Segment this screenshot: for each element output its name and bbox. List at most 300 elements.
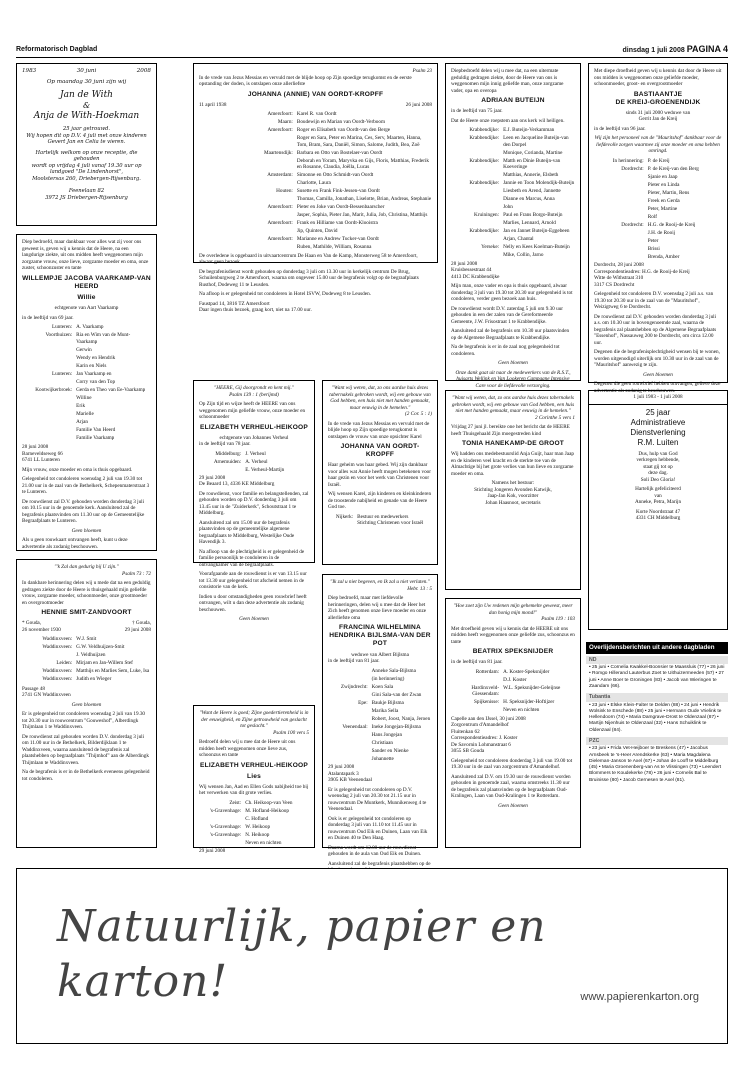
relative-name: Hans Jongejan <box>371 731 403 738</box>
relative-place: Amsterdam: <box>267 172 293 179</box>
relative-name: Matthijs en Marlies Sem, Luke, Isa <box>76 668 150 675</box>
relative-name: Pieter en Linda <box>647 181 680 188</box>
relative-place: Leiden: <box>56 660 73 667</box>
relative-name: Ruben, Mathilde, William, Rosanna <box>296 244 372 251</box>
relative-place: Krabbendijke: <box>469 157 500 164</box>
relative-name: Deborah en Yoram, Maryvka en Gijs, Floris, Matthias, Frederik en Rosanne, Claudia, Joëlla, Lucas <box>296 157 429 171</box>
relative-name: Ineke Jongejan-Bijlsma <box>371 723 421 730</box>
ad-url: www.papierenkarton.org <box>580 991 699 1004</box>
obituary-verheul-1 <box>193 380 315 623</box>
relative-name: Familie Van Heerd <box>76 426 116 433</box>
relative-row <box>328 692 432 699</box>
page-info <box>622 44 728 56</box>
anniversary-intro: Op maandag 30 juni zijn wij <box>46 78 127 85</box>
relative-row <box>22 332 151 345</box>
obituary-vaarkamp <box>16 234 157 551</box>
relative-row <box>199 158 432 171</box>
ad-slogan: Natuurlijk, papier en karton! <box>57 901 547 1007</box>
years-married: 25 jaar getrouwd. <box>62 126 110 133</box>
relative-place <box>199 840 245 847</box>
relative-place: Voorthuizen: <box>45 332 73 339</box>
relative-row <box>199 816 309 823</box>
relative-row <box>199 135 432 148</box>
intro: In de vrede van Jezus Messias en vervuld met de blijde hoop op Zijn spoedige terugkomst is ontslapen de vrouw van onze opsichter Karel <box>328 420 430 440</box>
relative-row <box>199 824 309 831</box>
relative-place <box>451 188 503 195</box>
body-2: De rouwdienst wordt D.V. zaterdag 5 juli om 9.30 uur gehouden in een der zalen van de Gereformeerde Gemeente, J.W. Frisostraat 1 te Krabbendijke. <box>451 305 563 325</box>
body-4: Voorafgaande aan de rouwdienst is er van 13.15 uur tot 13.30 uur gelegenheid tot afscheid nemen in de consistorie van de kerk. <box>199 571 307 591</box>
body-2: De rouwdienst zal gehouden worden D.V. donderdag 3 juli om 11.00 uur in de Bethelkerk, Bilderdijklaan 1 te Waddinxveen, waarna aansluitend de begrafenis zal plaatshebben op begraafplaats "Thijmhof" aan de Alberdingk Thijmlaan te Waddinxveen. <box>22 733 149 766</box>
spouse: weduwe van Albert Bijlsma <box>351 651 409 658</box>
relative-name: Koen Sala <box>371 683 394 690</box>
relative-name: W.J. Smit <box>76 636 97 643</box>
sig-2: Jaap-Jan Kok, voorzitter <box>487 493 539 500</box>
address-3: 3317 CS Dordrecht <box>594 281 635 288</box>
obituary-de-kreij <box>588 63 728 394</box>
relative-name: Ch. Heikoop-van Veen <box>245 799 293 806</box>
relative-place: Veenendaal: <box>342 723 368 730</box>
birth-death-dates <box>22 627 151 634</box>
relative-place <box>451 196 503 203</box>
relative-place: Zeist: <box>229 799 242 806</box>
relative-row <box>328 676 432 683</box>
relative-row <box>22 660 151 667</box>
dates <box>199 102 432 109</box>
address-6: 3055 SB Gouda <box>451 748 485 755</box>
deceased-name-2: DE KREIJ-GROENENDIJK <box>615 98 701 106</box>
relative-place <box>451 252 503 259</box>
relative-name: Erik <box>76 402 86 409</box>
relative-place <box>22 427 76 434</box>
address-1: Kruisbessestraat 44 <box>451 267 492 274</box>
verse: "Want wij weten, dat, zo ons aardse huis dezes tabernakels gebroken wordt, wij een gebouw van God hebben, een huis niet met handen gemaakt, maar eeuwig in de hemelen." <box>451 395 575 414</box>
body-2: Wij wensen Karel, zijn kinderen en kleinkinderen de troostende nabijheid en genade van de Heere God toe. <box>328 491 432 511</box>
signature <box>328 514 432 527</box>
relative-row <box>594 214 722 221</box>
age: in de leeftijd van 75 jaar. <box>451 108 503 115</box>
relative-name: Anneke Sala-Bijlsma <box>371 667 416 674</box>
intro: In dankbare herinnering delen wij u mede dat na een geduldig gedragen ziekte door de Heere is thuisgehaald mijn geliefde vrouw, zorgzame moeder, schoonmoeder, onze grootmoeder en overgrootmoeder <box>22 580 151 606</box>
relative-row <box>594 222 722 229</box>
relative-name: Arjan <box>76 418 88 425</box>
relative-name: A. Koster-Speksnijder <box>503 668 550 675</box>
date: 29 juni 2008 <box>199 847 226 854</box>
age: in de leeftijd van 81 jaar. <box>328 658 380 665</box>
relative-row <box>22 371 151 378</box>
relative-row <box>199 459 309 466</box>
body-2: Ook is er gelegenheid tot condoleren op donderdag 3 juli van 11.10 tot 11.45 uur in rouwcentrum Oud Eik en Duinen, Laan van Eik en Duinen 40 te Den Haag. <box>328 815 428 842</box>
relative-name: Pieter en Joke van Oordt-Bessenbaarscher <box>296 204 385 211</box>
relative-name: Jan en Jannet Buteijn-Eggebeen <box>503 228 570 235</box>
relative-place <box>451 220 503 227</box>
body-1: Mijn man, onze vader en opa is thuis opgebaard, alwaar donderdag 3 juli van 19.30 tot 20.30 uur gelegenheid is tot condoleren, verder geen bezoek aan huis. <box>451 283 573 303</box>
body-4: Aansluitend zal de begrafenis plaatshebben op de <box>328 860 431 867</box>
relative-row <box>199 236 432 243</box>
relative-row <box>22 435 151 442</box>
relative-name: W.L. Speksnijder-Geleijnse <box>503 684 561 691</box>
relative-row <box>451 172 575 179</box>
relative-place: Yerseke: <box>481 244 500 251</box>
born-label: * Gouda, <box>22 620 42 627</box>
relative-place <box>22 395 76 402</box>
text-4: deze dag. <box>648 470 668 476</box>
relative-place: Lunteren: <box>52 324 73 331</box>
relative-place <box>594 238 648 245</box>
text-6: Moolstersas 260, Driebergen-Rijsenburg. <box>32 175 141 182</box>
relative-place <box>22 435 76 442</box>
place: Nijkerk: <box>335 513 354 520</box>
year-start: 1983 <box>22 68 37 74</box>
relative-name: Thomas, Camilla, Jonathan, Liselotte, Brian, Andreas, Stephanie <box>296 196 432 203</box>
relative-row <box>22 676 151 683</box>
relatives-list <box>22 636 151 683</box>
name-2: Anja de With-Hoekman <box>33 111 140 122</box>
relative-place <box>328 732 372 739</box>
section-tubantia: Tubantia <box>586 693 728 702</box>
date: 28 juni 2008 <box>22 444 49 451</box>
relative-row <box>594 254 722 261</box>
gratitude: Wij zijn het personeel van de "Mauritshof" dankbaar voor de liefdevolle zorgen waarmee zij onze moeder en oma hebben omringd. <box>594 135 722 155</box>
spouse: Gerrit Jan de Kreij <box>638 116 678 123</box>
address-1: Feenelaan 82 <box>68 188 105 195</box>
text-6: Hartelijk gefeliciteerd <box>635 486 681 492</box>
relative-row <box>328 716 432 723</box>
relative-row <box>22 379 151 386</box>
relative-row <box>328 708 432 715</box>
relative-place <box>199 228 297 235</box>
line-2: Administratieve <box>630 417 686 427</box>
relative-place: Houten: <box>276 188 293 195</box>
relatives-list <box>199 111 432 251</box>
newspaper-name: Reformatorisch Dagblad <box>16 46 98 54</box>
relative-place: In herinnering: <box>612 157 644 164</box>
relatives-list <box>199 451 309 474</box>
relative-row <box>451 228 575 235</box>
relative-name: D.J. Koster <box>503 676 527 683</box>
relative-name: Freek en Gerda <box>647 197 680 204</box>
relative-place <box>22 403 76 410</box>
relative-name: E.J. Buteijn-Verkamman <box>503 127 555 134</box>
intro: Bedroefd delen wij u mee dat de Heere uit ons midden heeft weggenomen onze lieve zus, schoonzus en tante <box>199 739 296 758</box>
relative-name: M. Hofland-Heikoop <box>245 807 289 814</box>
body-3: Degenen die de begrafenisplechtigheid wensen bij te wonen, worden uitgenodigd uiterlijk om 10.30 uur in de zaal van de "Mauritshof" aanwezig te zijn. <box>594 349 720 369</box>
relative-place <box>328 692 372 699</box>
relative-place: Waddinxveen: <box>42 636 73 643</box>
relative-place: Rotterdam: <box>475 668 500 675</box>
relative-row <box>22 387 151 394</box>
line-3: Dienstverlening <box>630 427 686 437</box>
address-2: Zorgcentrum d'Amandelhof <box>451 722 509 729</box>
relative-place: Middelburg: <box>215 450 242 457</box>
relatives-list <box>328 668 432 763</box>
relative-row <box>451 196 575 203</box>
relative-place: 's-Gravenhage: <box>210 831 242 838</box>
relative-row <box>451 150 575 157</box>
relative-row <box>328 684 432 691</box>
relative-name: J. Veldhuijzen <box>76 652 106 659</box>
relative-place <box>594 206 648 213</box>
relatives-list <box>199 800 309 847</box>
address-1: Barneveldseweg 66 <box>22 450 63 457</box>
body-2: Wij hadden ons medebestuurslid Anja Guijt, haar man Jaap en de kinderen veel kracht en de sterkte toe van de Almachtige bij het grote verlies van hun lieve en zorgzame moeder en oma. <box>451 451 574 477</box>
relative-row <box>594 158 722 165</box>
relative-place: Maartensdijk: <box>264 149 293 156</box>
relative-name: Neven en nichten <box>503 707 540 714</box>
relative-place <box>328 740 372 747</box>
relative-place <box>451 677 503 684</box>
relative-row <box>594 182 722 189</box>
relative-place <box>328 676 372 683</box>
obituary-verheul-2 <box>193 705 315 854</box>
address-2: 3905 KB Veenendaal <box>328 777 372 784</box>
body-1: Er is gelegenheid tot condoleren woensdag 2 juli van 19.30 tot 20.30 uur in rouwcentrum "Gouweshof", Alberdingk Thijmlaan 1 te Waddinxveen. <box>22 711 146 731</box>
anniversary-ad <box>16 63 157 226</box>
relative-name: Brenda, Amber <box>647 253 680 260</box>
verse: "'k Zal dan gedurig bij U zijn." <box>54 564 119 570</box>
relative-row <box>22 403 151 410</box>
address-1: Korte Noordstraat 47 <box>635 508 681 515</box>
relative-name: W. Heikoop <box>245 823 271 830</box>
age: in de leeftijd van 96 jaar. <box>594 125 646 132</box>
deceased-name: ELIZABETH VERHEUL-HEIKOOP <box>200 423 308 431</box>
relative-row <box>22 411 151 418</box>
relative-place <box>199 135 297 148</box>
relative-row <box>199 188 432 195</box>
relative-place <box>328 748 372 755</box>
relative-row <box>22 395 151 402</box>
relative-name: Boudewijn en Marian van Oordt-Verboom <box>296 119 386 126</box>
body-3: De rouwdienst zal D.V. gehouden worden donderdag 3 juli om 10.15 uur in de genoemde kerk. Aansluitend zal de begrafenis plaatsvinden om 11.30 uur op de Gemeentelijke Begraafplaats te Lunteren. <box>22 498 145 525</box>
body-1: Vrijdag 27 juni jl. bereikte one het bericht dat de HEERE heeft Thuisgehaald Zijn moegestreden kind <box>451 424 570 437</box>
verse: "Want de Heere is goed; Zijne goedertierenheid is in der eeuwigheid, en Zijne getrouwheid van geslacht tot geslacht." <box>199 710 309 729</box>
anniversary-luiten <box>588 390 728 630</box>
relative-name: Sjanie en Jaap <box>647 173 678 180</box>
relative-name: Simonne en Otto Schmidt-van Oordt <box>296 172 374 179</box>
body-3: Aansluitend zal de begrafenis om 10.30 uur plaatsvinden op de Algemene Begraafplaats te Krabbendijke. <box>451 328 570 341</box>
relative-place <box>328 716 372 723</box>
age: in de leeftijd van 78 jaar. <box>199 441 251 448</box>
relative-place: Arnemuiden: <box>213 458 242 465</box>
relative-row <box>22 644 151 651</box>
relative-place <box>451 707 503 714</box>
relative-row <box>328 732 432 739</box>
relative-name: P. de Kreij <box>647 157 670 164</box>
relative-row <box>451 135 575 148</box>
relative-place <box>594 246 648 253</box>
relative-row <box>328 740 432 747</box>
relative-place: Amersfoort: <box>267 236 293 243</box>
relative-place <box>594 198 648 205</box>
relative-name: Jannie en Toon Molendijk-Buteijn <box>503 180 575 187</box>
body-1: Mijn vrouw, onze moeder en oma is thuis opgebaard. <box>22 466 133 473</box>
text-3: Hartelijk welkom op onze receptie, die gehouden <box>35 149 138 163</box>
sig-3: Johan Haasnoot, secretaris <box>485 499 541 506</box>
closing: Degenen die geen rouwbrief hebben ontvangen, gelieve deze advertentie als zodanig te beschouwen. <box>594 381 721 394</box>
relative-row <box>451 158 575 171</box>
page-number: 4 <box>722 44 728 55</box>
intro: Op Zijn tijd en wijze heeft de HEERE van ons weggenomen mijn geliefde vrouw, onze moeder en schoonmoeder <box>199 401 306 420</box>
relative-name: A. Vaarkamp <box>76 324 104 331</box>
relative-place <box>22 363 76 370</box>
date: Dordrecht, 28 juni 2008 <box>594 262 644 269</box>
relatives-list <box>451 669 575 714</box>
relative-row <box>451 212 575 219</box>
verse-ref: Psalm 119 : 103 <box>541 616 575 622</box>
relative-name: Ria en Wim van de Munt-Vaarkamp <box>76 332 131 345</box>
no-flowers: Geen bloemen <box>498 802 528 809</box>
relative-row <box>451 685 575 698</box>
relative-name: Susette en Frank Fink-Jessen-van Oordt <box>296 188 380 195</box>
relative-place <box>594 182 648 189</box>
relative-name: Paul en Frans Borgo-Buteijn <box>503 212 563 219</box>
deceased-name: ELIZABETH VERHEUL-HEIKOOP <box>200 761 308 769</box>
relative-row <box>451 188 575 195</box>
body-3: Daarna wordt om 12.00 uur de rouwdienst gehouden in de aula van Oud Eik en Duinen. <box>328 844 422 858</box>
relative-name: Gerda en Theo van Ee-Vaarkamp <box>76 386 146 393</box>
relative-row <box>199 467 309 474</box>
relative-name: Dianne en Marcus, Anna <box>503 196 555 203</box>
relative-row <box>199 204 432 211</box>
quote: Dat de Heere onze roepstem aan ons kerk wil heiligen. <box>451 117 565 124</box>
relative-row <box>199 800 309 807</box>
body-4: Na de begrafenis is er in de zaal nog gelegenheid tot condoleren. <box>451 344 560 357</box>
relative-place <box>594 174 648 181</box>
relative-place: Waddinxveen: <box>42 668 73 675</box>
address-2: 4413 DC Krabbendijke <box>451 273 500 280</box>
relative-row <box>199 832 309 839</box>
address-2: 6741 LL Lunteren <box>22 457 60 464</box>
body-2: Gelegenheid tot condoleren woensdag 2 juli van 19.30 tot 21.00 uur in de zaal van de Bethelkerk, Schepenmaterstraat 3 te Lunteren. <box>22 476 150 496</box>
relative-place: Amersfoort: <box>267 127 293 134</box>
intro: Diep bedroefd, maar met liefdevolle herinneringen, delen wij u mee dat de Heer het Zich heeft genomen onze lieve moeder en onze allerliefste oma <box>328 595 427 621</box>
body-5: Indien u door omstandigheden geen rouwbrief heeft ontvangen, wilt u dan deze advertentie als zodanig beschouwen. <box>199 593 307 613</box>
relative-name: Marielle <box>76 410 94 417</box>
relative-name: Rolf <box>647 213 657 220</box>
address-1: Passage 48 <box>22 685 45 692</box>
age: in de leeftijd van 81 jaar. <box>451 659 503 666</box>
relative-row <box>22 652 151 659</box>
no-flowers: Geen bloemen <box>71 701 102 708</box>
body-3: Na afloop van de plechtigheid is er gelegenheid de familie persoonlijk te condoleren in de ontvangkamer van de begraafplaats. <box>199 548 305 568</box>
relative-place: Dordrecht: <box>621 221 644 228</box>
relative-row <box>451 244 575 251</box>
relative-name: Marlies, Lennard, Arnold <box>503 220 556 227</box>
name-1: Jan de With <box>60 89 113 100</box>
relative-name: H.G. de Rooij-de Kreij <box>647 221 696 228</box>
address-2: Witte de Withstraat 310 <box>594 275 644 282</box>
relative-row <box>199 111 432 118</box>
relative-name: H. Speksnijder-Hoftijzer <box>503 699 555 706</box>
relative-name: Peter, Martine <box>647 205 678 212</box>
relative-name: Monique, Corianda, Martine <box>503 149 563 156</box>
relative-row <box>328 748 432 755</box>
deceased-name: ADRIAAN BUTEIJN <box>481 97 545 104</box>
verse-ref: Psalm 139 : 1 (berijmd) <box>229 391 279 398</box>
relative-name: Gini Sala-van der Zwan <box>371 691 422 698</box>
relative-name: Gerwin <box>76 346 92 353</box>
address: De Beaard 13, 4336 KE Middelburg <box>199 481 275 488</box>
relative-row <box>199 172 432 179</box>
relative-name: Brissi <box>647 245 660 252</box>
call-name: Willie <box>77 293 96 301</box>
relative-place: Dordrecht: <box>621 165 644 172</box>
relative-name: N. Heikoop <box>245 831 270 838</box>
body-2: De begrafenisdienst wordt gehouden op donderdag 3 juli om 13.30 uur in kerkelijk centrum De Brug, Schuilenburgweg 2 te Amersfoort, waarna om ongeveer 15.00 uur de begrafenis volgt op de begraafplaats Rusthof, Dodeweg 11 te Leusden. <box>199 268 419 288</box>
relative-place <box>199 196 297 203</box>
no-flowers: Geen bloemen <box>71 527 102 534</box>
relative-row <box>199 244 432 251</box>
relative-row <box>22 363 151 370</box>
intro: Diepbedroefd delen wij u mee dat, na een uitermate geduldig gedragen ziekte, door de Heere van ons is weggenomen mijn innig geliefde man, onze zorgzame vader, opa en overopa <box>451 68 564 94</box>
relative-place <box>199 212 297 219</box>
relative-place <box>328 668 372 675</box>
body-1: De rouwdienst, voor familie en belangstellenden, zal gehouden worden op D.V. donderdag 3 juli om 13.45 uur in de "Zuiderkerk", Schoutstraat 1 te Middelburg. <box>199 490 309 517</box>
relative-row <box>451 707 575 714</box>
relative-row <box>199 196 432 203</box>
relative-name: Roger en Sara, Peter en Marina, Ces, Serv, Maarten, Hanna, Tom, Bram, Sara, Daniël, Simon, Salome, Judith, Bea, Zoë <box>296 135 422 148</box>
relatives-list <box>22 324 151 441</box>
relative-place: Hardinxveld-Giessendam: <box>471 684 500 698</box>
relative-place <box>22 652 76 659</box>
relative-name: Roger en Elisabeth van Oordt-van den Berge <box>296 127 391 134</box>
address-2: 2741 GN Waddinxveen <box>22 692 71 699</box>
deceased-name: FRANCINA WILHELMINA HENDRIKA BIJLSMA-VAN DER POT <box>329 624 431 648</box>
died-date: 29 juni 2008 <box>124 626 151 633</box>
obituary-buteijn <box>445 63 581 389</box>
relative-row <box>199 451 309 458</box>
text-1: Dus, hulp van God <box>638 450 678 457</box>
obituary-bijlsma <box>322 574 438 867</box>
address-2: 3972 JS Driebergen-Rijsenburg <box>45 194 128 201</box>
relative-name: Charlotte, Laura <box>296 180 331 187</box>
deceased-name: HENNIE SMIT-ZANDVOORT <box>41 609 132 616</box>
relative-name: Karel R. van Oordt <box>296 111 337 118</box>
body-3: Na de begrafenis is er in de Bethelkerk eveneens gelegenheid tot condoleren. <box>22 769 150 782</box>
relative-name: Baukje Bijlsma <box>371 699 404 706</box>
relative-row <box>199 127 432 134</box>
relative-row <box>199 119 432 126</box>
line-1: 25 jaar <box>645 407 671 417</box>
text-4: wordt op vrijdag 4 juli vanaf 19.30 uur op <box>31 162 142 169</box>
deceased-name: WILLEMPJE JACOBA VAARKAMP-VAN HEERD <box>22 274 151 290</box>
relative-row <box>594 166 722 173</box>
no-flowers: Geen bloemen <box>239 616 269 623</box>
obituary-van-oordt <box>193 63 438 314</box>
relative-row <box>328 700 432 707</box>
verse-ref: Psalm 100 vers 5 <box>273 729 309 736</box>
relative-place: 's-Gravenhage: <box>210 807 242 814</box>
verse-ref: 2 Corinthe 5 vers 1 <box>534 414 575 421</box>
date: 29 juni 2008 <box>328 764 355 771</box>
body-1: Gelegenheid tot condoleren D.V. woensdag 2 juli a.s. van 19.30 tot 20.30 uur in de zaal van de "Mauritshof", Weizigtweg 6 te Dordrecht. <box>594 291 714 311</box>
obituary-speksnijder <box>445 598 581 848</box>
relative-name: Judith en Wieger <box>76 676 112 683</box>
body-2: Aansluitend zal D.V. om 19.30 uur de rouwdienst worden gehouden in genoemde zaal, waarna omstreeks 11.30 uur de begrafenis zal plaatsvinden op de begraafplaats Oud-Kralingen, Laan van Oud-Kralingen 1 te Rotterdam. <box>451 773 571 800</box>
address-5: De Savornin Lohmanstraat 6 <box>451 741 511 748</box>
died-label: † Gouda, <box>131 620 151 627</box>
verse-ref: Psalm 23 <box>412 68 432 74</box>
relative-name: Jip, Quinten, David <box>296 228 338 235</box>
relative-row <box>199 150 432 157</box>
relative-row <box>451 236 575 243</box>
no-flowers: Geen bloemen <box>498 360 528 367</box>
widow-since: sinds 31 juli 2000 weduwe van <box>625 109 691 116</box>
relative-place: Epe: <box>358 699 368 706</box>
relative-place: Lunteren: <box>52 370 73 377</box>
relative-place <box>328 708 372 715</box>
relative-place <box>594 214 648 221</box>
deceased-name: JOHANNA VAN OORDT-KROPFF <box>340 443 420 459</box>
